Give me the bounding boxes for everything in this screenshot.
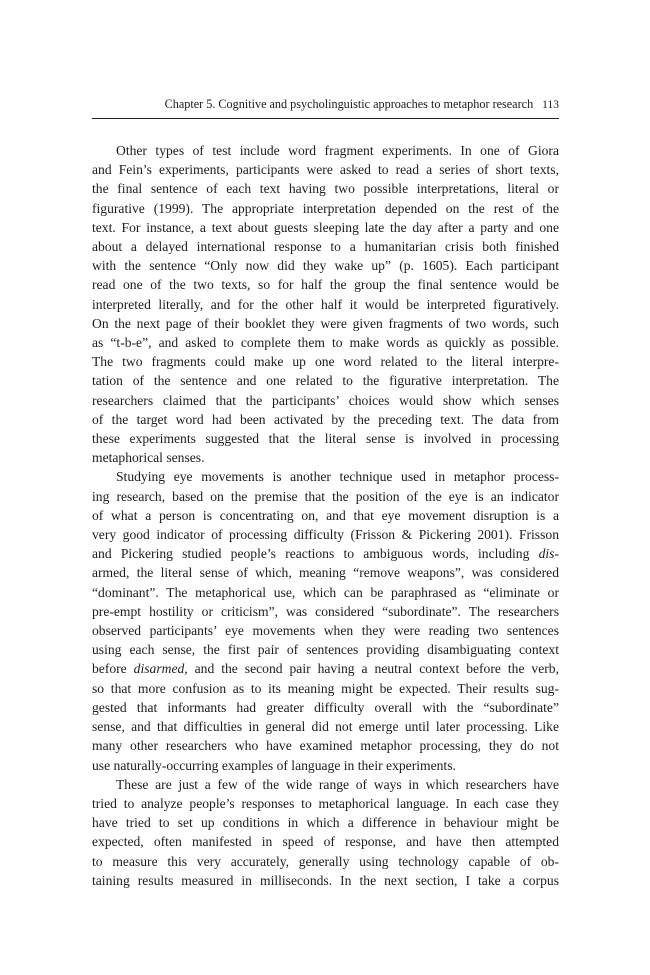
text-line: so that more confusion as to its meaning might be expected. Their results sug-: [92, 680, 559, 696]
text-line: many other researchers who have examined metaphor processing, they do not: [92, 738, 559, 754]
page-number: 113: [542, 99, 559, 111]
text-line: gested that informants had greater difficulty overall with the “subordinate”: [92, 699, 559, 715]
text-line: and Fein’s experiments, participants were asked to read a series of short texts,: [92, 162, 559, 178]
text-line: [92, 544, 559, 563]
text-line: about a delayed international response to a humanitarian crisis both finished: [92, 239, 559, 255]
text-line: armed, the literal sense of which, meaning “remove weapons”, was considered: [92, 565, 559, 581]
text-line: as “t-b-e”, and asked to complete them to make words as quickly as possible.: [92, 335, 559, 351]
italic-term: dis-: [538, 546, 559, 562]
text-line: “dominant”. The metaphorical use, which can be paraphrased as “eliminate or: [92, 584, 559, 600]
text-line: the final sentence of each text having two possible interpretations, literal or: [92, 181, 559, 197]
text-line: pre-empt hostility or criticism”, was considered “subordinate”. The researchers: [92, 603, 559, 619]
text-line: [92, 659, 559, 678]
text-line: interpreted literally, and for the other half it would be interpreted figuratively.: [92, 296, 559, 312]
header-rule: [92, 118, 559, 119]
italic-term: disarmed: [133, 661, 185, 677]
text-line: observed participants’ eye movements when they were reading two sentences: [92, 623, 559, 639]
text-line: researchers claimed that the participants’ choices would show which senses: [92, 392, 559, 408]
text-line: These are just a few of the wide range of ways in which researchers have: [116, 776, 559, 792]
text-line: to measure this very accurately, generally using technology capable of ob-: [92, 853, 559, 869]
text-line: sense, and that difficulties in general did not emerge until later processing. Like: [92, 719, 559, 735]
text-line: with the sentence “Only now did they wake up” (p. 1605). Each participant: [92, 258, 559, 274]
running-title: Chapter 5. Cognitive and psycholinguistic approaches to metaphor research: [164, 97, 534, 111]
text-segment: before: [92, 661, 134, 677]
text-line: The two fragments could make up one word related to the literal interpre-: [92, 354, 559, 370]
text-line: Studying eye movements is another technique used in metaphor process-: [116, 469, 559, 485]
running-header: [92, 97, 559, 112]
paragraph-3: [92, 775, 559, 890]
text-line: text. For instance, a text about guests sleeping late the day after a party and one: [92, 219, 559, 235]
text-segment: , and the second pair having a neutral context before the verb,: [184, 661, 559, 677]
text-line: of what a person is concentrating on, and that eye movement disruption is a: [92, 507, 559, 523]
body-text: [92, 141, 559, 890]
text-line: of the target word had been activated by the preceding text. The data from: [92, 411, 559, 427]
text-line: metaphorical senses.: [92, 450, 205, 466]
text-line: very good indicator of processing difficulty (Frisson & Pickering 2001). Frisson: [92, 527, 559, 543]
text-line: tried to analyze people’s responses to metaphorical language. In each case they: [92, 795, 559, 811]
text-line: have tried to set up conditions in which a difference in behaviour might be: [92, 815, 559, 831]
text-line: taining results measured in milliseconds. In the next section, I take a corpus: [92, 872, 559, 888]
text-line: use naturally-occurring examples of language in their experiments.: [92, 757, 456, 773]
paragraph-1: [92, 141, 559, 467]
paragraph-2: [92, 467, 559, 774]
text-line: ing research, based on the premise that the position of the eye is an indicator: [92, 488, 559, 504]
text-line: tation of the sentence and one related to the figurative interpretation. The: [92, 373, 559, 389]
text-line: read one of the two texts, so for half the group the final sentence would be: [92, 277, 559, 293]
text-line: using each sense, the first pair of sentences providing disambiguating context: [92, 642, 559, 658]
text-line: figurative (1999). The appropriate interpretation depended on the rest of the: [92, 200, 559, 216]
text-line: expected, often manifested in speed of response, and have then attempted: [92, 834, 559, 850]
text-line: On the next page of their booklet they were given fragments of two words, such: [92, 315, 559, 331]
text-segment: and Pickering studied people’s reactions to ambiguous words, including: [92, 546, 539, 562]
text-line: these experiments suggested that the literal sense is involved in processing: [92, 431, 559, 447]
text-line: Other types of test include word fragment experiments. In one of Giora: [116, 143, 559, 158]
